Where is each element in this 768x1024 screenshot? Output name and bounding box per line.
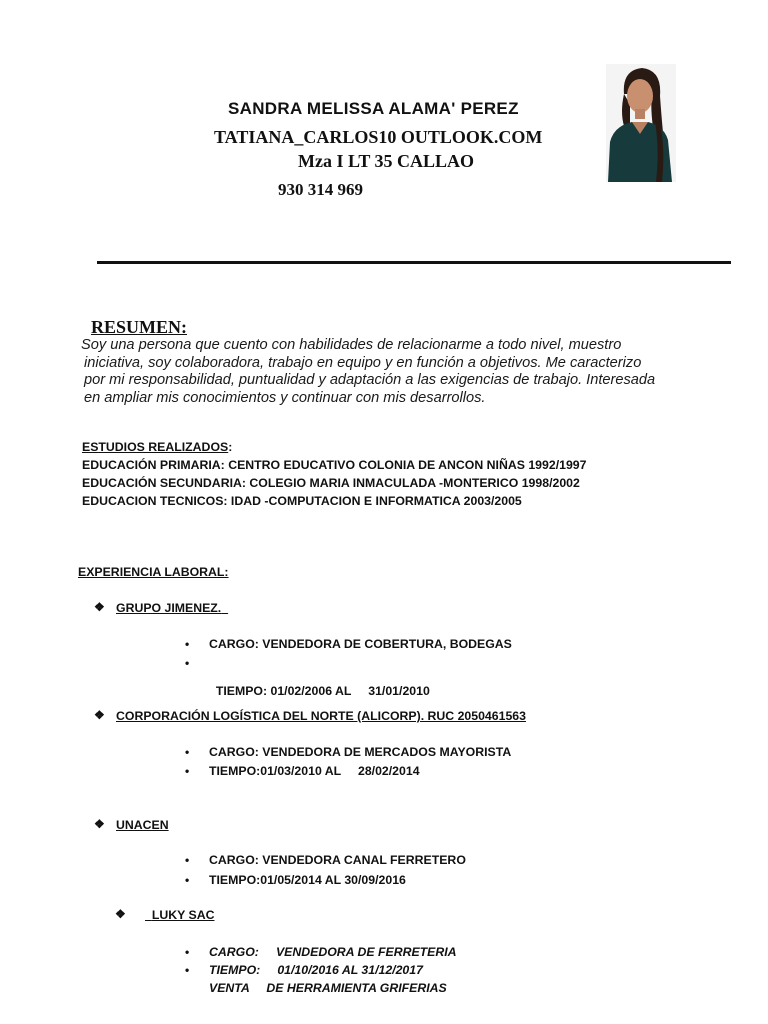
tiempo-text: TIEMPO:01/03/2010 AL 28/02/2014 bbox=[209, 764, 420, 778]
resumen-line: iniciativa, soy colaboradora, trabajo en equipo y en función a objetivos. Me caracterizo bbox=[84, 354, 642, 371]
bullet-icon: • bbox=[185, 853, 190, 867]
cargo-text: CARGO: VENDEDORA DE MERCADOS MAYORISTA bbox=[209, 745, 512, 759]
job-company bbox=[94, 708, 526, 723]
estudio-item: EDUCACIÓN SECUNDARIA: COLEGIO MARIA INMACULADA -MONTERICO 1998/2002 bbox=[82, 476, 580, 490]
job-tiempo bbox=[185, 873, 406, 887]
estudio-item: EDUCACION TECNICOS: IDAD -COMPUTACION E INFORMATICA 2003/2005 bbox=[82, 494, 522, 508]
bullet-icon: • bbox=[185, 745, 190, 759]
job-extra: VENTA DE HERRAMIENTA GRIFERIAS bbox=[209, 981, 447, 995]
diamond-bullet-icon: ❖ bbox=[115, 907, 126, 921]
phone-text: 930 314 969 bbox=[278, 180, 363, 199]
company-name-text: LUKY SAC bbox=[151, 908, 215, 922]
job-cargo bbox=[185, 945, 457, 959]
resumen-line: por mi responsabilidad, puntualidad y adaptación a las exigencias de trabajo. Interesada bbox=[84, 372, 656, 388]
company-name: CORPORACIÓN LOGÍSTICA DEL NORTE (ALICORP). RUC 2050461563 bbox=[116, 709, 526, 723]
bullet-icon: • bbox=[185, 873, 190, 887]
experiencia-heading: EXPERIENCIA LABORAL: bbox=[78, 565, 229, 579]
bullet-icon: • bbox=[185, 764, 190, 778]
job-cargo bbox=[185, 637, 512, 651]
company-name: GRUPO JIMENEZ. bbox=[116, 601, 222, 615]
header-divider bbox=[97, 261, 731, 264]
tiempo-text: TIEMPO: 01/10/2016 AL 31/12/2017 bbox=[209, 963, 423, 977]
diamond-bullet-icon: ❖ bbox=[94, 600, 105, 614]
diamond-bullet-icon: ❖ bbox=[94, 817, 105, 831]
company-name: UNACEN bbox=[116, 818, 169, 832]
bullet-icon: • bbox=[185, 637, 190, 651]
job-cargo bbox=[185, 853, 466, 867]
cargo-text: CARGO: VENDEDORA DE COBERTURA, BODEGAS bbox=[209, 637, 512, 651]
bullet-icon: • bbox=[185, 656, 190, 670]
resumen-paragraph bbox=[81, 337, 724, 407]
job-company bbox=[94, 600, 228, 615]
profile-photo bbox=[606, 64, 676, 182]
job-tiempo bbox=[185, 656, 430, 698]
cargo-text: CARGO: VENDEDORA DE FERRETERIA bbox=[209, 945, 457, 959]
tiempo-text: TIEMPO:01/05/2014 AL 30/09/2016 bbox=[209, 873, 406, 887]
estudios-heading bbox=[82, 440, 232, 454]
resumen-heading: RESUMEN: bbox=[91, 317, 188, 337]
cargo-text: CARGO: VENDEDORA CANAL FERRETERO bbox=[209, 853, 466, 867]
job-company bbox=[94, 817, 169, 832]
estudios-heading-colon: : bbox=[228, 440, 233, 454]
estudio-item: EDUCACIÓN PRIMARIA: CENTRO EDUCATIVO COLONIA DE ANCON NIÑAS 1992/1997 bbox=[82, 458, 587, 472]
bullet-icon: • bbox=[185, 963, 190, 977]
tiempo-text: TIEMPO: 01/02/2006 AL 31/01/2010 bbox=[215, 684, 430, 698]
address-text: Mza I LT 35 CALLAO bbox=[298, 151, 475, 171]
resumen-line: en ampliar mis conocimientos y continuar con mis desarrollos. bbox=[84, 389, 486, 406]
bullet-icon: • bbox=[185, 945, 190, 959]
resumen-line: Soy una persona que cuento con habilidades de relacionarme a todo nivel, muestro bbox=[81, 337, 622, 353]
job-tiempo bbox=[185, 764, 420, 778]
company-name bbox=[145, 908, 214, 922]
email-text: TATIANA_CARLOS10 OUTLOOK.COM bbox=[214, 127, 543, 147]
estudios-heading-label: ESTUDIOS REALIZADOS bbox=[82, 440, 229, 454]
job-cargo bbox=[185, 745, 512, 759]
diamond-bullet-icon: ❖ bbox=[94, 708, 105, 722]
job-company bbox=[115, 907, 215, 922]
candidate-name: SANDRA MELISSA ALAMA' PEREZ bbox=[228, 99, 519, 118]
job-tiempo bbox=[185, 963, 423, 977]
